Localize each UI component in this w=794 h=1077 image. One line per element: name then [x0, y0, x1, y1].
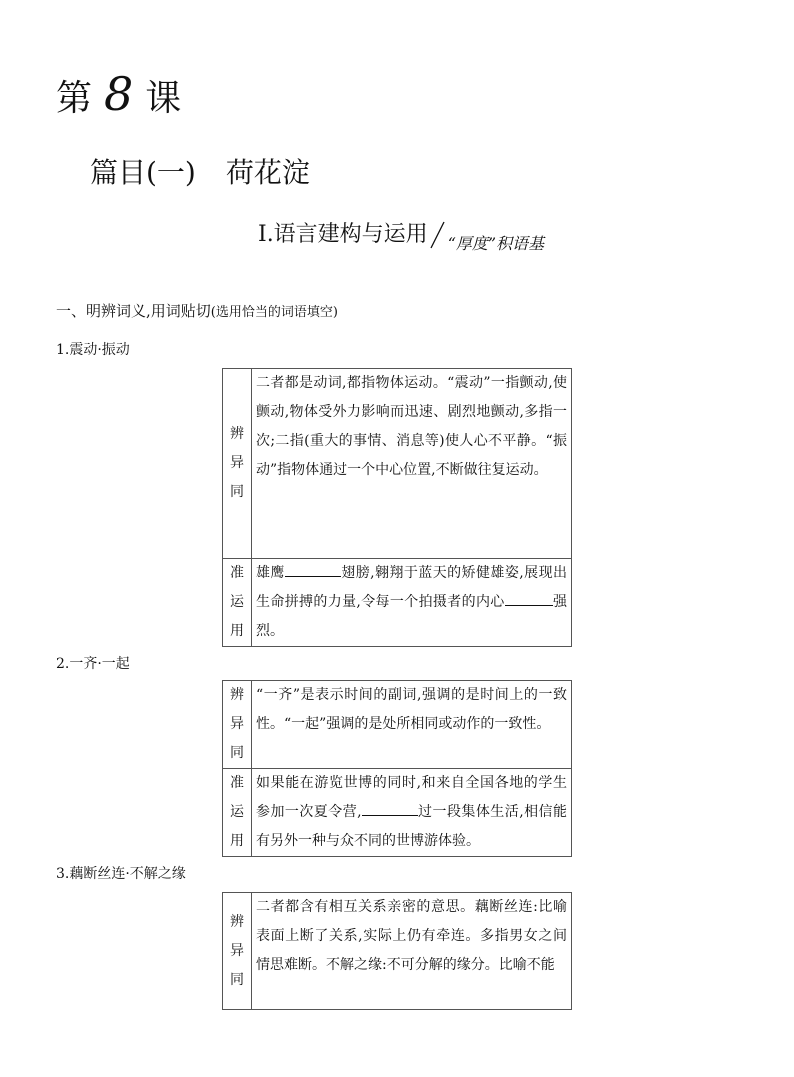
comparison-table	[222, 892, 572, 1010]
section-title: Ⅰ.语言建构与运用	[258, 222, 428, 247]
bianyi-text: 二者都是动词,都指物体运动。“震动”一指颤动,使颤动,物体受外力影响而迅速、剧烈地颤动,多指一次;二指(重大的事情、消息等)使人心不平静。“振动”指物体通过一个中心位置,不断做往复运动。	[252, 369, 572, 559]
yunyong-row	[223, 769, 572, 857]
bianyi-text: 二者都含有相互关系亲密的意思。藕断丝连:比喻表面上断了关系,实际上仍有牵连。多指男女之间情思难断。不解之缘:不可分解的缘分。比喻不能	[252, 893, 572, 1010]
yunyong-text: 雄鹰 翅膀,翱翔于蓝天的矫健雄姿,展现出生命拼搏的力量,令每一个拍摄者的内心 强烈。	[252, 559, 572, 647]
bianyi-text: “一齐”是表示时间的副词,强调的是时间上的一致性。“一起”强调的是处所相同或动作的一致性。	[252, 681, 572, 769]
bianyi-label: 辨 异 同	[223, 369, 252, 559]
lesson-title	[56, 64, 181, 129]
fill-blank[interactable]	[505, 591, 553, 606]
slash-divider-icon	[428, 220, 448, 250]
bianyi-label: 辨 异 同	[223, 893, 252, 1010]
chapter-heading	[90, 153, 310, 193]
item-label: 1.震动·振动	[56, 342, 130, 358]
chapter-title: 荷花淀	[225, 156, 310, 189]
item-label: 3.藕断丝连·不解之缘	[56, 866, 186, 882]
lesson-number: 8	[104, 67, 134, 121]
section-tag: “厚度”积语基	[447, 234, 545, 253]
fill-blank[interactable]	[285, 562, 341, 577]
bianyi-row	[223, 681, 572, 769]
section-heading	[258, 218, 544, 253]
comparison-table	[222, 368, 572, 647]
yunyong-label: 准 运 用	[223, 559, 252, 647]
lesson-suffix: 课	[145, 78, 182, 119]
question-note: (选用恰当的词语填空)	[210, 305, 338, 320]
fill-blank[interactable]	[362, 801, 418, 816]
item-label: 2.一齐·一起	[56, 656, 130, 672]
yunyong-text: 如果能在游览世博的同时,和来自全国各地的学生参加一次夏令营, 过一段集体生活,相信能有另外一种与众不同的世博游体验。	[252, 769, 572, 857]
comparison-table	[222, 680, 572, 857]
yunyong-label: 准 运 用	[223, 769, 252, 857]
lesson-prefix: 第	[56, 78, 93, 119]
bianyi-row	[223, 369, 572, 559]
yunyong-row	[223, 559, 572, 647]
question-heading	[56, 300, 338, 324]
chapter-part: 篇目(一)	[90, 156, 196, 189]
bianyi-row	[223, 893, 572, 1010]
question-title: 一、明辨词义,用词贴切	[56, 302, 211, 320]
bianyi-label: 辨 异 同	[223, 681, 252, 769]
